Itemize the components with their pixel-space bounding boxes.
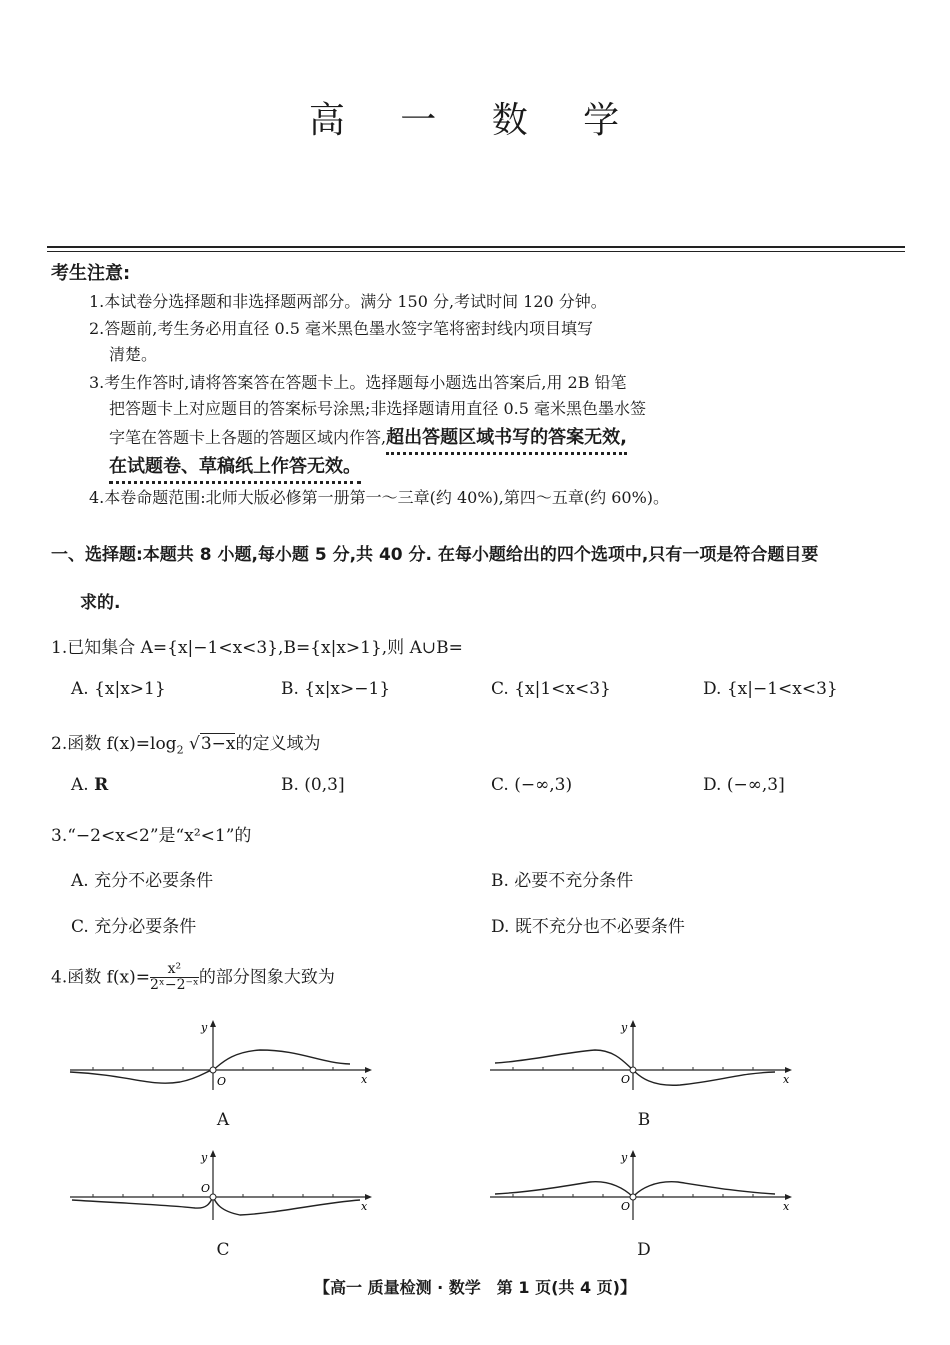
graph-a[interactable] <box>60 1015 380 1095</box>
q2-option-d: D. (−∞,3] <box>703 775 785 795</box>
graph-a-y-arrow <box>210 1020 216 1027</box>
page-footer: 【高一 质量检测 · 数学 第 1 页(共 4 页)】 <box>314 1278 636 1297</box>
graph-c-origin-label: O <box>201 1182 211 1195</box>
graph-a-x-label: x <box>361 1073 368 1086</box>
graph-a-curve <box>70 1050 350 1083</box>
sqrt-sign: √ <box>188 734 200 754</box>
graph-d-x-label: x <box>783 1200 790 1213</box>
q2-radicand: 3−x <box>200 734 236 754</box>
graph-b-origin-dot <box>630 1067 636 1073</box>
q3-option-c: C. 充分必要条件 <box>71 917 197 937</box>
q4-stem-prefix: 4.函数 f(x)= <box>51 967 151 988</box>
graph-d[interactable] <box>480 1145 800 1225</box>
notice-emphasis-2: 在试题卷、草稿纸上作答无效。 <box>109 456 361 484</box>
graph-b-y-label: y <box>621 1021 628 1034</box>
q2-option-a <box>71 775 108 795</box>
q2-option-c: C. (−∞,3) <box>491 775 573 795</box>
graph-a-origin-dot <box>210 1067 216 1073</box>
notice-item-2-line-2: 清楚。 <box>109 345 158 364</box>
graph-d-y-arrow <box>630 1150 636 1157</box>
q3-option-d: D. 既不充分也不必要条件 <box>491 917 685 937</box>
q2-option-a-value: R <box>94 775 109 795</box>
graph-d-y-label: y <box>621 1151 628 1164</box>
header-divider-thin <box>47 251 905 252</box>
question-3-stem: 3.“−2<x<2”是“x²<1”的 <box>51 826 252 846</box>
graph-a-label: A <box>216 1110 230 1130</box>
q2-option-a-prefix: A. <box>71 775 95 795</box>
question-1-stem: 1.已知集合 A={x|−1<x<3},B={x|x>1},则 A∪B= <box>51 638 463 658</box>
q1-option-a: A. {x|x>1} <box>71 679 166 699</box>
notice-item-4: 4.本卷命题范围:北师大版必修第一册第一～三章(约 40%),第四～五章(约 60%)。 <box>89 488 670 507</box>
graph-c-x-label: x <box>361 1200 368 1213</box>
q2-option-b: B. (0,3] <box>281 775 345 795</box>
q3-option-a: A. 充分不必要条件 <box>71 871 214 891</box>
graph-c-origin-dot <box>210 1194 216 1200</box>
notice-emphasis-1: 超出答题区域书写的答案无效, <box>386 427 627 455</box>
q1-option-c: C. {x|1<x<3} <box>491 679 611 699</box>
header-divider <box>47 246 905 248</box>
graph-a-y-label: y <box>201 1021 208 1034</box>
graph-d-origin-dot <box>630 1194 636 1200</box>
question-2-stem <box>51 729 320 756</box>
section-heading: 一、选择题:本题共 8 小题,每小题 5 分,共 40 分. 在每小题给出的四个选项中,只有一项是符合题目要 <box>51 545 819 565</box>
graph-b[interactable] <box>480 1015 800 1095</box>
notice-item-2-line-1: 2.答题前,考生务必用直径 0.5 毫米黑色墨水签字笔将密封线内项目填写 <box>89 319 593 338</box>
graph-c-y-arrow <box>210 1150 216 1157</box>
notice-item-3-line-3 <box>109 423 627 449</box>
q4-fraction <box>150 962 199 994</box>
graph-c[interactable] <box>60 1145 380 1225</box>
graph-d-origin-label: O <box>621 1200 631 1213</box>
graph-c-curve <box>72 1197 360 1215</box>
graph-b-origin-label: O <box>621 1073 631 1086</box>
q3-option-b: B. 必要不充分条件 <box>491 871 634 891</box>
q1-option-b: B. {x|x>−1} <box>281 679 391 699</box>
q2-log-base: 2 <box>176 743 184 757</box>
graph-a-origin-label: O <box>217 1075 227 1088</box>
notice-item-3-line-3-text: 字笔在答题卡上各题的答题区域内作答, <box>109 428 387 447</box>
notice-item-3-line-1: 3.考生作答时,请将答案答在答题卡上。选择题每小题选出答案后,用 2B 铅笔 <box>89 373 627 392</box>
notice-heading: 考生注意: <box>51 263 131 284</box>
q2-stem-prefix: 2.函数 f(x)=log <box>51 734 177 754</box>
graph-c-label: C <box>216 1240 230 1260</box>
notice-item-3-line-4 <box>109 452 361 478</box>
graph-b-label: B <box>637 1110 651 1130</box>
q2-stem-suffix: 的定义域为 <box>235 734 321 754</box>
graph-c-y-label: y <box>201 1151 208 1164</box>
graph-b-x-label: x <box>783 1073 790 1086</box>
notice-item-1: 1.本试卷分选择题和非选择题两部分。满分 150 分,考试时间 120 分钟。 <box>89 292 607 311</box>
q4-denominator: 2ˣ−2⁻ˣ <box>150 977 199 994</box>
q4-numerator: x² <box>150 962 199 978</box>
question-4-stem <box>51 962 335 994</box>
notice-item-3-line-2: 把答题卡上对应题目的答案标号涂黑;非选择题请用直径 0.5 毫米黑色墨水签 <box>109 399 647 418</box>
page-title: 高 一 数 学 <box>308 100 642 141</box>
q4-stem-suffix: 的部分图象大致为 <box>198 967 335 988</box>
section-heading-cont: 求的. <box>80 593 121 613</box>
q1-option-d: D. {x|−1<x<3} <box>703 679 838 699</box>
graph-b-y-arrow <box>630 1020 636 1027</box>
graph-d-label: D <box>637 1240 651 1260</box>
